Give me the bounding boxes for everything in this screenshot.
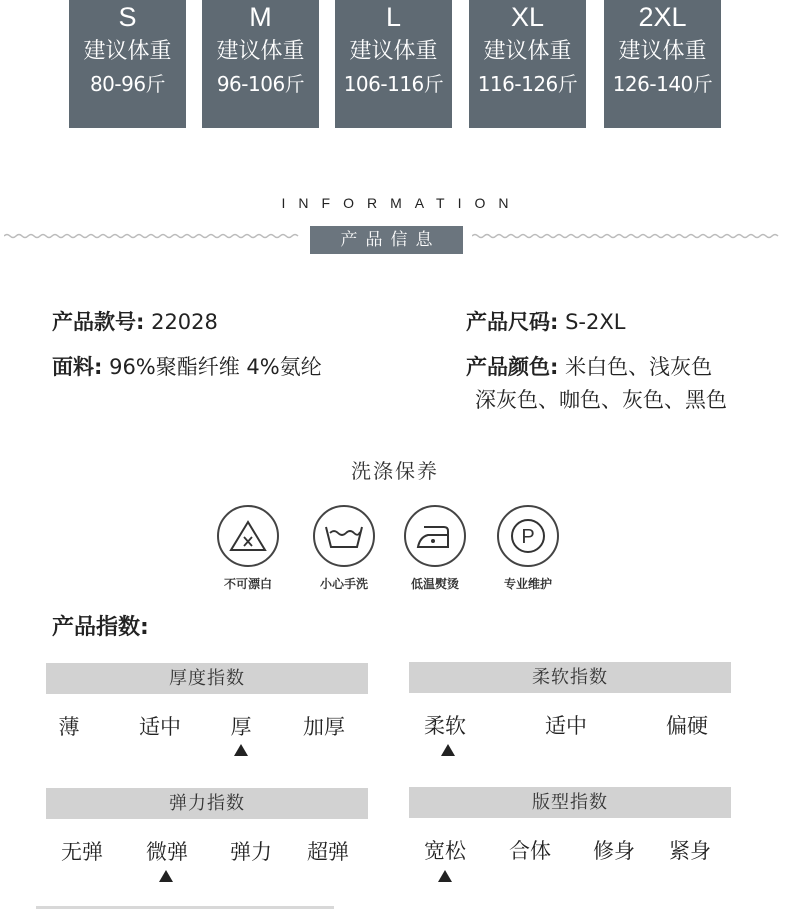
size-label: S: [118, 2, 137, 32]
fit-option-tight: 紧身: [669, 839, 711, 863]
weight-range: 96-106斤: [216, 72, 305, 96]
style-number-value: 22028: [144, 310, 218, 334]
size-label: L: [385, 2, 402, 32]
fit-index-bar: 版型指数: [409, 787, 731, 818]
fabric: [52, 352, 322, 382]
thickness-option-thick: 厚: [230, 715, 252, 739]
elasticity-option-elastic: 弹力: [230, 840, 272, 864]
weight-caption: 建议体重: [618, 39, 707, 64]
softness-option-soft: 柔软: [424, 714, 466, 738]
size-card-s: [69, 0, 186, 128]
fit-option-regular: 合体: [509, 839, 551, 863]
care-item-professional: [483, 505, 573, 592]
softness-selected-marker: [441, 744, 455, 756]
elasticity-selected-marker: [159, 870, 173, 882]
softness-index-bar: 柔软指数: [409, 662, 731, 693]
weight-caption: 建议体重: [349, 39, 438, 64]
weight-caption: 建议体重: [483, 39, 572, 64]
thickness-option-medium: 适中: [139, 715, 181, 739]
elasticity-index-bar: 弹力指数: [46, 788, 368, 819]
size-label: XL: [510, 2, 545, 32]
care-label: 小心手洗: [319, 577, 368, 591]
color-value: 米白色、浅灰色: [558, 355, 713, 379]
low-iron-icon: [404, 505, 466, 567]
fit-option-slim: 修身: [593, 839, 635, 863]
information-heading: INFORMATION: [281, 195, 522, 211]
care-label: 低温熨烫: [410, 577, 459, 591]
weight-range: 80-96斤: [89, 72, 166, 96]
fabric-key: 面料:: [52, 355, 103, 379]
weight-caption: 建议体重: [216, 39, 305, 64]
elasticity-option-slight: 微弹: [146, 840, 188, 864]
weight-range: 116-126斤: [477, 72, 578, 96]
product-index-title: 产品指数:: [52, 615, 149, 640]
fabric-value: 96%聚酯纤维 4%氨纶: [102, 355, 322, 379]
hand-wash-icon: [313, 505, 375, 567]
elasticity-option-super: 超弹: [307, 840, 349, 864]
size-label: 2XL: [638, 2, 687, 32]
color-value-continued: 深灰色、咖色、灰色、黑色: [475, 388, 727, 412]
product-info-badge: 产品信息: [310, 226, 463, 254]
fit-option-loose: 宽松: [424, 839, 466, 863]
softness-option-hard: 偏硬: [666, 714, 708, 738]
thickness-selected-marker: [234, 744, 248, 756]
color-key: 产品颜色:: [466, 355, 559, 379]
care-item-no-bleach: [203, 505, 293, 592]
care-label: 专业维护: [503, 577, 552, 591]
size-label: M: [249, 2, 272, 32]
softness-option-medium: 适中: [545, 714, 587, 738]
product-size: [466, 307, 625, 337]
fit-selected-marker: [438, 870, 452, 882]
style-number-key: 产品款号:: [52, 310, 145, 334]
size-value: S-2XL: [558, 310, 626, 334]
thickness-option-thin: 薄: [58, 715, 80, 739]
care-label: 不可漂白: [223, 577, 272, 591]
thickness-index-bar: 厚度指数: [46, 663, 368, 694]
professional-care-icon: [497, 505, 559, 567]
divider-right: [472, 233, 780, 239]
weight-range: 126-140斤: [612, 72, 713, 96]
size-card-l: [335, 0, 452, 128]
care-title: 洗涤保养: [351, 459, 439, 483]
svg-text:P: P: [521, 526, 535, 548]
style-number: [52, 307, 218, 337]
size-card-xl: [469, 0, 586, 128]
weight-range: 106-116斤: [343, 72, 444, 96]
divider-left: [4, 233, 300, 239]
elasticity-option-none: 无弹: [61, 840, 103, 864]
care-item-low-iron: [390, 505, 480, 592]
product-color: [466, 352, 712, 382]
size-card-m: [202, 0, 319, 128]
thickness-option-extra-thick: 加厚: [303, 715, 345, 739]
no-bleach-icon: [217, 505, 279, 567]
weight-caption: 建议体重: [83, 39, 172, 64]
care-item-hand-wash: [299, 505, 389, 592]
size-card-2xl: [604, 0, 721, 128]
size-key: 产品尺码:: [466, 310, 559, 334]
